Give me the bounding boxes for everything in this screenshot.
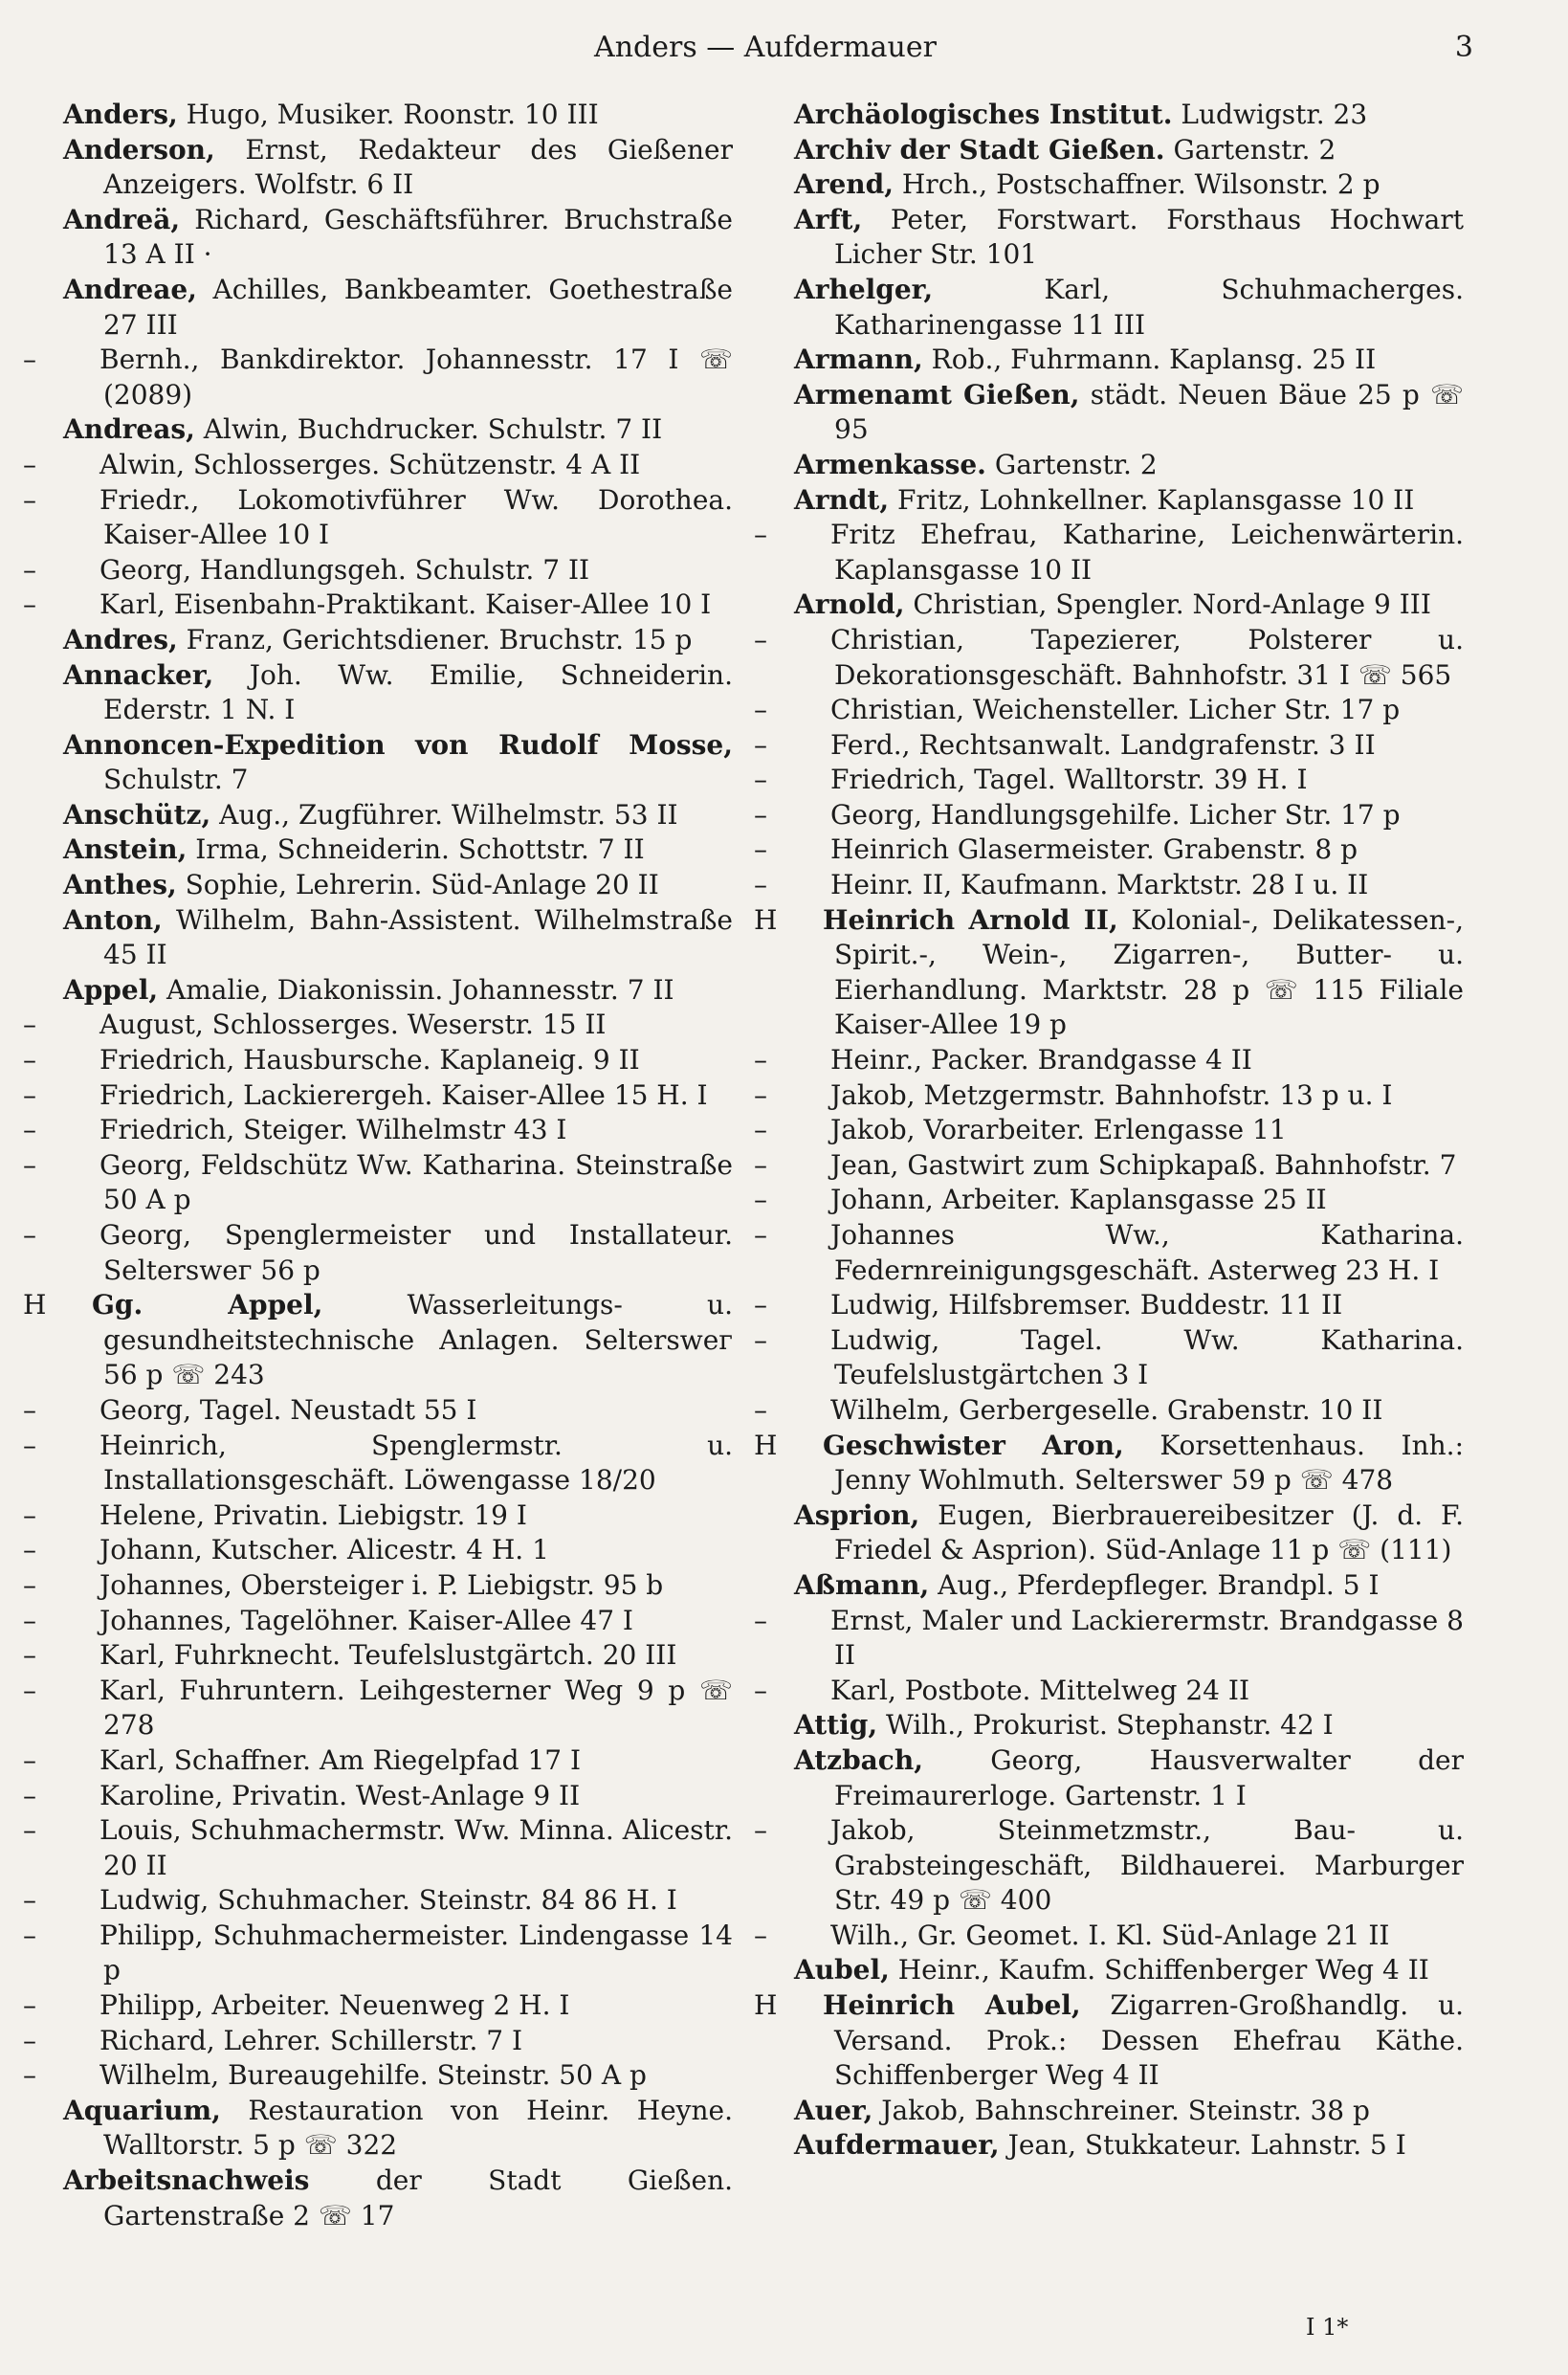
directory-entry bbox=[794, 1568, 1464, 1604]
entry-name: Anstein, bbox=[63, 833, 188, 866]
directory-entry bbox=[23, 1674, 733, 1743]
entry-name: Armenkasse. bbox=[794, 448, 986, 480]
directory-entry bbox=[63, 798, 733, 833]
ditto-dash: – bbox=[23, 1044, 36, 1077]
page-header bbox=[57, 27, 1473, 75]
entry-text: Ludwig, Schuhmacher. Steinstr. 84 86 H. I bbox=[99, 1884, 677, 1917]
ditto-dash: – bbox=[754, 1078, 767, 1111]
entry-text: Johannes, Tagelöhner. Kaiser-Allee 47 I bbox=[99, 1604, 633, 1636]
entry-text: Jean, Gastwirt zum Schipkapaß. Bahnhofstr. 7 bbox=[830, 1148, 1457, 1181]
ditto-dash: – bbox=[754, 519, 767, 551]
entry-text: Karl, Fuhrknecht. Teufelslustgärtch. 20 III bbox=[99, 1639, 677, 1672]
entry-text: Richard, Geschäftsführer. Bruchstraße 13 A II · bbox=[103, 203, 733, 271]
entry-name: Aßmann, bbox=[794, 1568, 930, 1601]
sheet-signature: I 1* bbox=[1306, 2314, 1349, 2341]
entry-text: Alwin, Buchdrucker. Schulstr. 7 II bbox=[194, 413, 663, 446]
entry-text: Peter, Forstwart. Forsthaus Hochwart Licher Str. 101 bbox=[834, 203, 1464, 271]
entry-text: Christian, Weichensteller. Licher Str. 17 p bbox=[830, 694, 1401, 726]
ditto-dash: – bbox=[23, 1429, 36, 1461]
entry-name: Anthes, bbox=[63, 869, 177, 901]
entry-text: Ludwig, Tagel. Ww. Katharina. Teufelslustgärtchen 3 I bbox=[830, 1323, 1464, 1391]
entry-text: Friedrich, Lackierergeh. Kaiser-Allee 15 H. I bbox=[99, 1078, 708, 1111]
entry-text: Karl, Eisenbahn-Praktikant. Kaiser-Allee 10 I bbox=[99, 588, 712, 621]
entry-text: Alwin, Schlosserges. Schützenstr. 4 A II bbox=[99, 448, 641, 480]
directory-entry bbox=[794, 133, 1464, 168]
directory-entry bbox=[23, 1813, 733, 1883]
entry-text: Bernh., Bankdirektor. Johannesstr. 17 I ☏ (2089) bbox=[99, 344, 733, 411]
directory-entry bbox=[754, 1183, 1464, 1218]
directory-entry bbox=[23, 1218, 733, 1288]
directory-entry bbox=[754, 1078, 1464, 1114]
directory-entry bbox=[794, 448, 1464, 483]
entry-name: Arft, bbox=[794, 203, 863, 235]
left-column bbox=[23, 98, 733, 2233]
directory-entry bbox=[754, 1813, 1464, 1919]
entry-text: Fritz, Lohnkellner. Kaplansgasse 10 II bbox=[889, 483, 1415, 516]
ditto-dash: – bbox=[23, 1114, 36, 1146]
entry-text: Eugen, Bierbrauereibesitzer (J. d. F. Friedel & Asprion). Süd-Anlage 11 p ☏ (111) bbox=[834, 1498, 1464, 1566]
directory-entry bbox=[794, 1498, 1464, 1568]
entry-text: Richard, Lehrer. Schillerstr. 7 I bbox=[99, 2024, 523, 2056]
entry-text: Georg, Spenglermeister und Installateur. Selterswег 56 p bbox=[99, 1219, 733, 1286]
entry-name: Heinrich Arnold II, bbox=[823, 903, 1118, 936]
entry-name: Geschwister Aron, bbox=[823, 1429, 1124, 1461]
entry-text: Karl, Schuhmacherges. Katharinengasse 11 III bbox=[834, 273, 1464, 341]
entry-name: Appel, bbox=[63, 973, 159, 1006]
directory-entry bbox=[794, 167, 1464, 203]
entry-text: Heinr. II, Kaufmann. Marktstr. 28 I u. II bbox=[830, 869, 1369, 901]
entry-name: Andreae, bbox=[63, 273, 197, 305]
directory-entry bbox=[63, 728, 733, 798]
entry-text: Johann, Kutscher. Alicestr. 4 H. 1 bbox=[99, 1534, 549, 1566]
entry-text: Georg, Feldschütz Ww. Katharina. Steinstraße 50 A p bbox=[99, 1148, 733, 1216]
directory-entry bbox=[23, 483, 733, 553]
right-column bbox=[754, 98, 1464, 2164]
directory-entry bbox=[23, 1113, 733, 1148]
directory-entry bbox=[754, 1393, 1464, 1429]
entry-text: Friedrich, Hausbursche. Kaplaneig. 9 II bbox=[99, 1044, 640, 1077]
entry-text: Jakob, Steinmetzmstr., Bau- u. Grabsteingeschäft, Bildhauerei. Marburger Str. 49 p ☏ 400 bbox=[830, 1814, 1464, 1917]
ditto-dash: – bbox=[23, 1009, 36, 1041]
directory-entry bbox=[794, 378, 1464, 448]
ditto-dash: – bbox=[754, 1604, 767, 1636]
directory-entry bbox=[63, 658, 733, 728]
entry-text: Ernst, Redakteur des Gießener Anzeigers. Wolfstr. 6 II bbox=[103, 133, 733, 201]
entry-text: Heinrich, Spenglermstr. u. Installationsgeschäft. Löwengasse 18/20 bbox=[99, 1429, 733, 1497]
entry-name: Andreä, bbox=[63, 203, 181, 235]
ditto-dash: – bbox=[754, 869, 767, 901]
entry-text: Christian, Spengler. Nord-Anlage 9 III bbox=[904, 588, 1431, 621]
ditto-dash: – bbox=[23, 1498, 36, 1531]
entry-name: Annacker, bbox=[63, 658, 214, 691]
directory-entry bbox=[23, 2024, 733, 2059]
h-marker: H bbox=[754, 903, 778, 936]
entry-text: Rob., Fuhrmann. Kaplansg. 25 II bbox=[922, 344, 1377, 376]
directory-entry bbox=[23, 1883, 733, 1919]
ditto-dash: – bbox=[754, 1219, 767, 1251]
directory-entry bbox=[754, 832, 1464, 868]
entry-text: Ludwig, Hilfsbremser. Buddestr. 11 II bbox=[830, 1289, 1343, 1321]
entry-text: Christian, Tapezierer, Polsterer u. Dekorationsgeschäft. Bahnhofstr. 31 I ☏ 565 bbox=[830, 623, 1464, 691]
directory-entry bbox=[23, 1393, 733, 1429]
entry-text: Friedrich, Steiger. Wilhelmstr 43 I bbox=[99, 1114, 567, 1146]
entry-text: Gartenstr. 2 bbox=[985, 448, 1158, 480]
entry-name: Auer, bbox=[794, 2094, 873, 2126]
entry-name: Arhelger, bbox=[794, 273, 934, 305]
ditto-dash: – bbox=[754, 1323, 767, 1356]
directory-entry bbox=[23, 1078, 733, 1114]
entry-text: Louis, Schuhmachermstr. Ww. Minna. Alicestr. 20 II bbox=[99, 1814, 733, 1881]
entry-text: Irma, Schneiderin. Schottstr. 7 II bbox=[187, 833, 645, 866]
h-marker: H bbox=[23, 1289, 47, 1321]
directory-entry bbox=[794, 343, 1464, 378]
entry-text: Joh. Ww. Emilie, Schneiderin. Ederstr. 1 N. I bbox=[103, 658, 733, 726]
h-marker: H bbox=[754, 1429, 778, 1461]
ditto-dash: – bbox=[23, 1884, 36, 1917]
ditto-dash: – bbox=[754, 1393, 767, 1426]
directory-entry bbox=[63, 98, 733, 133]
entry-name: Arend, bbox=[794, 168, 894, 201]
entry-text: Johannes Ww., Katharina. Federnreinigungsgeschäft. Asterweg 23 H. I bbox=[830, 1219, 1464, 1286]
directory-entry bbox=[754, 623, 1464, 693]
entry-text: Restauration von Heinr. Heyne. Walltorstr. 5 p ☏ 322 bbox=[103, 2094, 733, 2162]
directory-entry bbox=[23, 1533, 733, 1568]
entry-text: Heinrich Glasermeister. Grabenstr. 8 p bbox=[830, 833, 1358, 866]
directory-entry bbox=[23, 1988, 733, 2024]
entry-text: Aug., Zugführer. Wilhelmstr. 53 II bbox=[210, 798, 678, 831]
directory-entry bbox=[63, 903, 733, 973]
entry-text: Karoline, Privatin. West-Anlage 9 II bbox=[99, 1779, 581, 1811]
directory-entry bbox=[23, 1638, 733, 1674]
entry-text: Sophie, Lehrerin. Süd-Anlage 20 II bbox=[176, 869, 659, 901]
directory-entry bbox=[794, 98, 1464, 133]
entry-text: Wasserleitungs- u. gesundheitstechnische Anlagen. Selterswег 56 p ☏ 243 bbox=[103, 1289, 733, 1391]
ditto-dash: – bbox=[754, 1184, 767, 1216]
directory-entry bbox=[23, 1779, 733, 1814]
ditto-dash: – bbox=[23, 588, 36, 621]
directory-entry bbox=[754, 763, 1464, 798]
entry-text: Zigarren-Großhandlg. u. Versand. Prok.: Dessen Ehefrau Käthe. Schiffenberger Weg 4 II bbox=[834, 1989, 1464, 2092]
directory-entry bbox=[754, 1148, 1464, 1184]
directory-entry bbox=[63, 2164, 733, 2233]
entry-text: Wilh., Gr. Geomet. I. Kl. Süd-Anlage 21 II bbox=[830, 1919, 1390, 1951]
entry-text: Kolonial-, Delikatessen-, Spirit.-, Wein-, Zigarren-, Butter- u. Eierhandlung. Marktstr. 28 p ☏ 115 Filiale Kaiser-Allee 19 p bbox=[834, 903, 1464, 1041]
entry-text: Georg, Hausverwalter der Freimaurerloge. Gartenstr. 1 I bbox=[834, 1743, 1464, 1811]
directory-entry bbox=[23, 1919, 733, 1988]
entry-text: Heinr., Kaufm. Schiffenberger Weg 4 II bbox=[889, 1954, 1429, 1987]
entry-name: Armenamt Gießen, bbox=[794, 378, 1080, 411]
entry-text: Wilhelm, Bahn-Assistent. Wilhelmstraße 45 II bbox=[103, 903, 733, 971]
entry-text: der Stadt Gießen. Gartenstraße 2 ☏ 17 bbox=[103, 2164, 733, 2231]
entry-text: Schulstr. 7 bbox=[103, 764, 249, 796]
ditto-dash: – bbox=[23, 1568, 36, 1601]
ditto-dash: – bbox=[754, 1044, 767, 1077]
directory-entry bbox=[23, 1568, 733, 1604]
ditto-dash: – bbox=[754, 1289, 767, 1321]
ditto-dash: – bbox=[754, 728, 767, 761]
entry-name: Andreas, bbox=[63, 413, 195, 446]
entry-text: Karl, Postbote. Mittelweg 24 II bbox=[830, 1674, 1250, 1706]
entry-text: Friedrich, Tagel. Walltorstr. 39 H. I bbox=[830, 764, 1308, 796]
running-title: Anders — Aufdermauer bbox=[594, 31, 937, 64]
entry-name: Aufdermauer, bbox=[794, 2129, 1000, 2162]
ditto-dash: – bbox=[23, 1989, 36, 2022]
ditto-dash: – bbox=[23, 1393, 36, 1426]
directory-entry bbox=[23, 1743, 733, 1779]
entry-text: Fritz Ehefrau, Katharine, Leichenwärterin. Kaplansgasse 10 II bbox=[830, 519, 1464, 586]
entry-text: Jean, Stukkateur. Lahnstr. 5 I bbox=[999, 2129, 1406, 2162]
entry-text: Jakob, Metzgermstr. Bahnhofstr. 13 p u. I bbox=[830, 1078, 1393, 1111]
entry-text: August, Schlosserges. Weserstr. 15 II bbox=[99, 1009, 607, 1041]
directory-entry bbox=[63, 273, 733, 343]
directory-entry bbox=[794, 1743, 1464, 1813]
directory-entry bbox=[794, 483, 1464, 519]
ditto-dash: – bbox=[754, 623, 767, 655]
directory-entry bbox=[23, 1498, 733, 1534]
directory-entry bbox=[63, 2094, 733, 2164]
entry-text: Aug., Pferdepfleger. Brandpl. 5 I bbox=[929, 1568, 1380, 1601]
directory-entry bbox=[754, 868, 1464, 903]
directory-entry bbox=[754, 1323, 1464, 1393]
directory-entry bbox=[754, 903, 1464, 1043]
entry-text: Georg, Handlungsgehilfe. Licher Str. 17 p bbox=[830, 798, 1401, 831]
directory-entry bbox=[754, 798, 1464, 833]
entry-text: Wilhelm, Bureaugehilfe. Steinstr. 50 A p bbox=[99, 2059, 647, 2092]
directory-entry bbox=[23, 1288, 733, 1393]
directory-entry bbox=[23, 588, 733, 623]
entry-text: Philipp, Arbeiter. Neuenweg 2 H. I bbox=[99, 1989, 570, 2022]
entry-text: Ernst, Maler und Lackierermstr. Brandgasse 8 II bbox=[830, 1604, 1464, 1672]
entry-text: Gartenstr. 2 bbox=[1164, 133, 1336, 166]
ditto-dash: – bbox=[23, 1219, 36, 1251]
entry-name: Archäologisches Institut. bbox=[794, 99, 1173, 130]
ditto-dash: – bbox=[23, 2059, 36, 2092]
ditto-dash: – bbox=[23, 483, 36, 516]
directory-entry bbox=[794, 1708, 1464, 1743]
directory-entry bbox=[754, 1429, 1464, 1498]
directory-entry bbox=[63, 203, 733, 273]
directory-entry bbox=[754, 728, 1464, 764]
ditto-dash: – bbox=[23, 1148, 36, 1181]
entry-name: Arnold, bbox=[794, 588, 905, 621]
directory-entry bbox=[23, 343, 733, 412]
entry-name: Anderson, bbox=[63, 133, 215, 166]
ditto-dash: – bbox=[23, 1604, 36, 1636]
ditto-dash: – bbox=[23, 1674, 36, 1706]
entry-text: Ludwigstr. 23 bbox=[1172, 99, 1368, 130]
directory-entry bbox=[754, 1288, 1464, 1323]
ditto-dash: – bbox=[23, 1639, 36, 1672]
entry-text: Johannes, Obersteiger i. P. Liebigstr. 95 b bbox=[99, 1568, 664, 1601]
ditto-dash: – bbox=[23, 1814, 36, 1847]
directory-entry bbox=[23, 553, 733, 588]
entry-name: Anders, bbox=[63, 99, 178, 130]
ditto-dash: – bbox=[23, 2024, 36, 2056]
ditto-dash: – bbox=[23, 1078, 36, 1111]
directory-entry bbox=[63, 412, 733, 448]
ditto-dash: – bbox=[23, 344, 36, 376]
ditto-dash: – bbox=[23, 1779, 36, 1811]
entry-name: Atzbach, bbox=[794, 1743, 923, 1776]
directory-entry bbox=[794, 2094, 1464, 2129]
entry-text: Friedr., Lokomotivführer Ww. Dorothea. Kaiser-Allee 10 I bbox=[99, 483, 733, 551]
entry-name: Attig, bbox=[794, 1709, 878, 1742]
entry-name: Aubel, bbox=[794, 1954, 890, 1987]
directory-entry bbox=[63, 832, 733, 868]
ditto-dash: – bbox=[23, 448, 36, 480]
entry-name: Anton, bbox=[63, 903, 163, 936]
entry-text: Wilhelm, Gerbergeselle. Grabenstr. 10 II bbox=[830, 1393, 1383, 1426]
entry-text: städt. Neuen Bäue 25 p ☏ 95 bbox=[834, 378, 1464, 446]
entry-name: Arbeitsnachweis bbox=[63, 2164, 310, 2197]
directory-entry bbox=[754, 1218, 1464, 1288]
directory-entry bbox=[23, 1604, 733, 1639]
entry-text: Amalie, Diakonissin. Johannesstr. 7 II bbox=[158, 973, 674, 1006]
directory-entry bbox=[23, 1043, 733, 1078]
entry-text: Karl, Schaffner. Am Riegelpfad 17 I bbox=[99, 1743, 582, 1776]
directory-entry bbox=[23, 1429, 733, 1498]
directory-entry bbox=[754, 1043, 1464, 1078]
entry-name: Andres, bbox=[63, 623, 178, 655]
directory-entry bbox=[754, 518, 1464, 588]
entry-text: Korsettenhaus. Inh.: Jenny Wohlmuth. Selterswег 59 p ☏ 478 bbox=[834, 1429, 1464, 1497]
entry-text: Achilles, Bankbeamter. Goethestraße 27 III bbox=[103, 273, 733, 341]
ditto-dash: – bbox=[754, 1148, 767, 1181]
ditto-dash: – bbox=[754, 1674, 767, 1706]
directory-entry bbox=[23, 2058, 733, 2094]
entry-text: Jakob, Vorarbeiter. Erlengasse 11 bbox=[830, 1114, 1287, 1146]
entry-text: Georg, Tagel. Neustadt 55 I bbox=[99, 1393, 477, 1426]
entry-text: Karl, Fuhruntern. Leihgesterner Weg 9 p ☏ 278 bbox=[99, 1674, 733, 1742]
entry-text: Heinr., Packer. Brandgasse 4 II bbox=[830, 1044, 1252, 1077]
entry-name: Arndt, bbox=[794, 483, 890, 516]
ditto-dash: – bbox=[754, 1114, 767, 1146]
directory-entry bbox=[754, 1674, 1464, 1709]
entry-text: Helene, Privatin. Liebigstr. 19 I bbox=[99, 1498, 527, 1531]
directory-entry bbox=[63, 623, 733, 658]
directory-entry bbox=[754, 1919, 1464, 1954]
ditto-dash: – bbox=[754, 798, 767, 831]
directory-entry bbox=[794, 588, 1464, 623]
ditto-dash: – bbox=[754, 1814, 767, 1847]
page-number: 3 bbox=[1454, 31, 1473, 64]
directory-entry bbox=[63, 973, 733, 1009]
entry-text: Wilh., Prokurist. Stephanstr. 42 I bbox=[877, 1709, 1334, 1742]
ditto-dash: – bbox=[754, 833, 767, 866]
directory-entry bbox=[794, 1953, 1464, 1988]
entry-name: Heinrich Aubel, bbox=[823, 1989, 1081, 2022]
directory-entry bbox=[63, 133, 733, 203]
directory-entry bbox=[23, 448, 733, 483]
directory-entry bbox=[754, 1113, 1464, 1148]
directory-entry bbox=[754, 1604, 1464, 1674]
entry-name: Aquarium, bbox=[63, 2094, 221, 2126]
h-marker: H bbox=[754, 1989, 778, 2022]
directory-entry bbox=[794, 2128, 1464, 2164]
ditto-dash: – bbox=[23, 1534, 36, 1566]
entry-name: Asprion, bbox=[794, 1498, 920, 1531]
entry-text: Hrch., Postschaffner. Wilsonstr. 2 p bbox=[893, 168, 1380, 201]
entry-name: Anschütz, bbox=[63, 798, 211, 831]
entry-text: Hugo, Musiker. Roonstr. 10 III bbox=[177, 99, 599, 130]
entry-text: Georg, Handlungsgeh. Schulstr. 7 II bbox=[99, 553, 590, 586]
directory-entry bbox=[754, 693, 1464, 728]
directory-entry bbox=[754, 1988, 1464, 2094]
entry-text: Franz, Gerichtsdiener. Bruchstr. 15 p bbox=[177, 623, 693, 655]
entry-text: Jakob, Bahnschreiner. Steinstr. 38 p bbox=[872, 2094, 1370, 2126]
directory-entry bbox=[794, 273, 1464, 343]
ditto-dash: – bbox=[754, 1919, 767, 1951]
ditto-dash: – bbox=[23, 1919, 36, 1951]
directory-entry bbox=[23, 1008, 733, 1043]
directory-entry bbox=[63, 868, 733, 903]
ditto-dash: – bbox=[23, 1743, 36, 1776]
directory-entry bbox=[794, 203, 1464, 273]
directory-entry bbox=[23, 1148, 733, 1218]
ditto-dash: – bbox=[23, 553, 36, 586]
entry-name: Archiv der Stadt Gießen. bbox=[794, 133, 1165, 166]
entry-text: Ferd., Rechtsanwalt. Landgrafenstr. 3 II bbox=[830, 728, 1376, 761]
entry-text: Johann, Arbeiter. Kaplansgasse 25 II bbox=[830, 1184, 1327, 1216]
entry-name: Annoncen-Expedition von Rudolf Mosse, bbox=[63, 728, 733, 761]
entry-name: Gg. Appel, bbox=[92, 1289, 323, 1321]
ditto-dash: – bbox=[754, 764, 767, 796]
entry-text: Philipp, Schuhmachermeister. Lindengasse 14 p bbox=[99, 1919, 733, 1987]
ditto-dash: – bbox=[754, 694, 767, 726]
entry-name: Armann, bbox=[794, 344, 923, 376]
